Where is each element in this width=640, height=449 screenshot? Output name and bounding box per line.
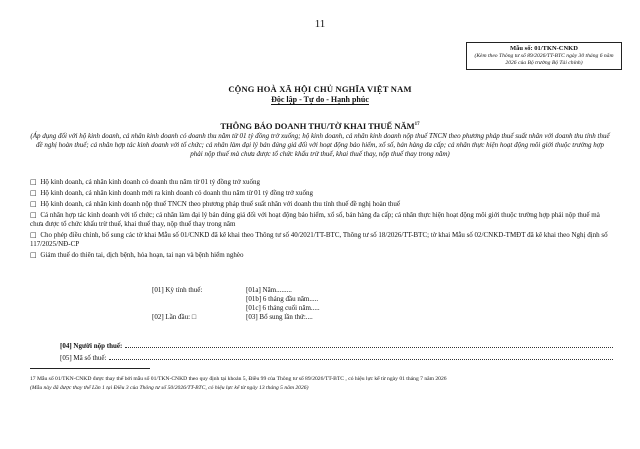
tax-code-field[interactable] — [109, 352, 613, 360]
checkbox-icon[interactable]: □ — [30, 178, 37, 186]
checklist-item[interactable] — [30, 189, 613, 198]
footnote-17-amendment: (Mẫu này đã được thay thế Lần 1 tại Điều 3 của Thông tư số 50/2026/TT-BTC, có hiệu lực kể từ ngày 13 tháng 5 năm 2026) — [30, 385, 309, 391]
page-number: 11 — [314, 18, 326, 30]
checklist-item-label: Cho phép điều chỉnh, bổ sung các tờ khai Mẫu số 01/CNKD đã kê khai theo Thông tư số 40/2021/TT-BTC, Thông tư số 18/2026/TT-BTC; tờ khai Mẫu số 02/CNKD-TMĐT đã kê khai theo Nghị định số 117/2025/NĐ-CP — [30, 231, 608, 248]
checkbox-icon[interactable]: □ — [30, 189, 37, 197]
checklist-item-label: Cá nhân hợp tác kinh doanh với tổ chức; cá nhân làm đại lý bán đúng giá đối với hoạt động bảo hiểm, xổ số, bán hàng đa cấp; cá nhân thực hiện hoạt động môi giới thuộc trường hợp phải nộp thuế mà chưa được tổ chức khấu trừ thuế, khai thuế thay, nộp thuế thay trong năm — [30, 211, 600, 228]
checklist-item-label: Hộ kinh doanh, cá nhân kinh doanh có doanh thu năm từ 01 tỷ đồng trở xuống — [40, 178, 260, 186]
applicability-note: (Áp dụng đối với hộ kinh doanh, cá nhân kinh doanh có doanh thu năm từ 01 tỷ đồng trở xuống; hộ kinh doanh, cá nhân kinh doanh nộp thuế TNCN theo phương pháp thuế suất nhân với doanh thu tính thuế đề nghị hoàn thuế; cá nhân hợp tác kinh doanh với tổ chức; cá nhân làm đại lý bán đúng giá đối với hoạt động bảo hiểm, xổ số, bán hàng đa cấp; cá nhân thực hiện hoạt động môi giới thuộc trường hợp phải nộp thuế mà chưa được tổ chức khấu trừ thuế, khai thuế thay, nộp thuế thay trong năm) — [30, 132, 610, 158]
checklist-item[interactable] — [30, 178, 613, 187]
supplement-field[interactable]: [03] Bổ sung lần thứ:.... — [246, 313, 313, 321]
taxpayer-section — [60, 340, 613, 364]
tax-period-option-year[interactable]: [01a] Năm......... — [246, 286, 292, 294]
tax-code-label: [05] Mã số thuế: — [60, 354, 107, 362]
checklist-item[interactable] — [30, 251, 613, 260]
checkbox-icon[interactable]: □ — [30, 231, 37, 239]
checklist-item-label: Hộ kinh doanh, cá nhân kinh doanh nộp thuế TNCN theo phương pháp thuế suất nhân với doanh thu tính thuế đề nghị hoàn thuế — [40, 200, 401, 208]
checklist-item-label: Hộ kinh doanh, cá nhân kinh doanh mới ra kinh doanh có doanh thu năm từ 01 tỷ đồng trở xuống — [40, 189, 314, 197]
checklist-item-label: Giảm thuế do thiên tai, dịch bệnh, hỏa hoạn, tai nạn và bệnh hiểm nghèo — [40, 251, 244, 259]
checkbox-icon[interactable]: □ — [30, 200, 37, 208]
first-time-field[interactable]: [02] Lần đầu: □ — [152, 313, 197, 321]
checklist-item[interactable] — [30, 200, 613, 209]
checkbox-icon[interactable]: □ — [30, 211, 37, 219]
national-motto: Độc lập - Tự do - Hạnh phúc — [271, 95, 369, 104]
tax-period-label: [01] Kỳ tính thuế: — [152, 286, 203, 294]
document-title — [0, 121, 640, 131]
footnote-divider — [30, 368, 150, 369]
tax-period-option-first-half[interactable]: [01b] 6 tháng đầu năm..... — [246, 295, 319, 303]
form-code-note: (Kèm theo Thông tư số 89/2026/TT-BTC ngày 30 tháng 6 năm 2026 của Bộ trưởng Bộ Tài chính) — [474, 53, 614, 66]
title-footnote-ref: 17 — [414, 122, 420, 128]
taxpayer-type-checklist — [30, 178, 613, 262]
tax-period-section — [152, 286, 452, 322]
taxpayer-name-field[interactable] — [125, 340, 613, 348]
form-code-box — [466, 42, 622, 70]
tax-period-option-second-half[interactable]: [01c] 6 tháng cuối năm..... — [246, 304, 320, 312]
footnotes — [30, 376, 613, 392]
checklist-item[interactable] — [30, 231, 613, 249]
taxpayer-name-label: [04] Người nộp thuế: — [60, 342, 123, 350]
checkbox-icon[interactable]: □ — [30, 251, 37, 259]
footnote-17: 17 Mẫu số 01/TKN-CNKD được thay thế bởi mẫu số 01/TKN-CNKD theo quy định tại khoản 5, Điều 99 của Thông tư số 89/2026/TT-BTC , có hiệu lực kể từ ngày 01 tháng 7 năm 2026 — [30, 376, 447, 382]
document-title-text: THÔNG BÁO DOANH THU/TỜ KHAI THUẾ NĂM — [220, 121, 415, 131]
checklist-item[interactable] — [30, 211, 613, 229]
country-name: CỘNG HOÀ XÃ HỘI CHỦ NGHĨA VIỆT NAM — [228, 84, 412, 94]
national-header — [0, 84, 640, 105]
form-code: Mẫu số: 01/TKN-CNKD — [510, 45, 578, 52]
